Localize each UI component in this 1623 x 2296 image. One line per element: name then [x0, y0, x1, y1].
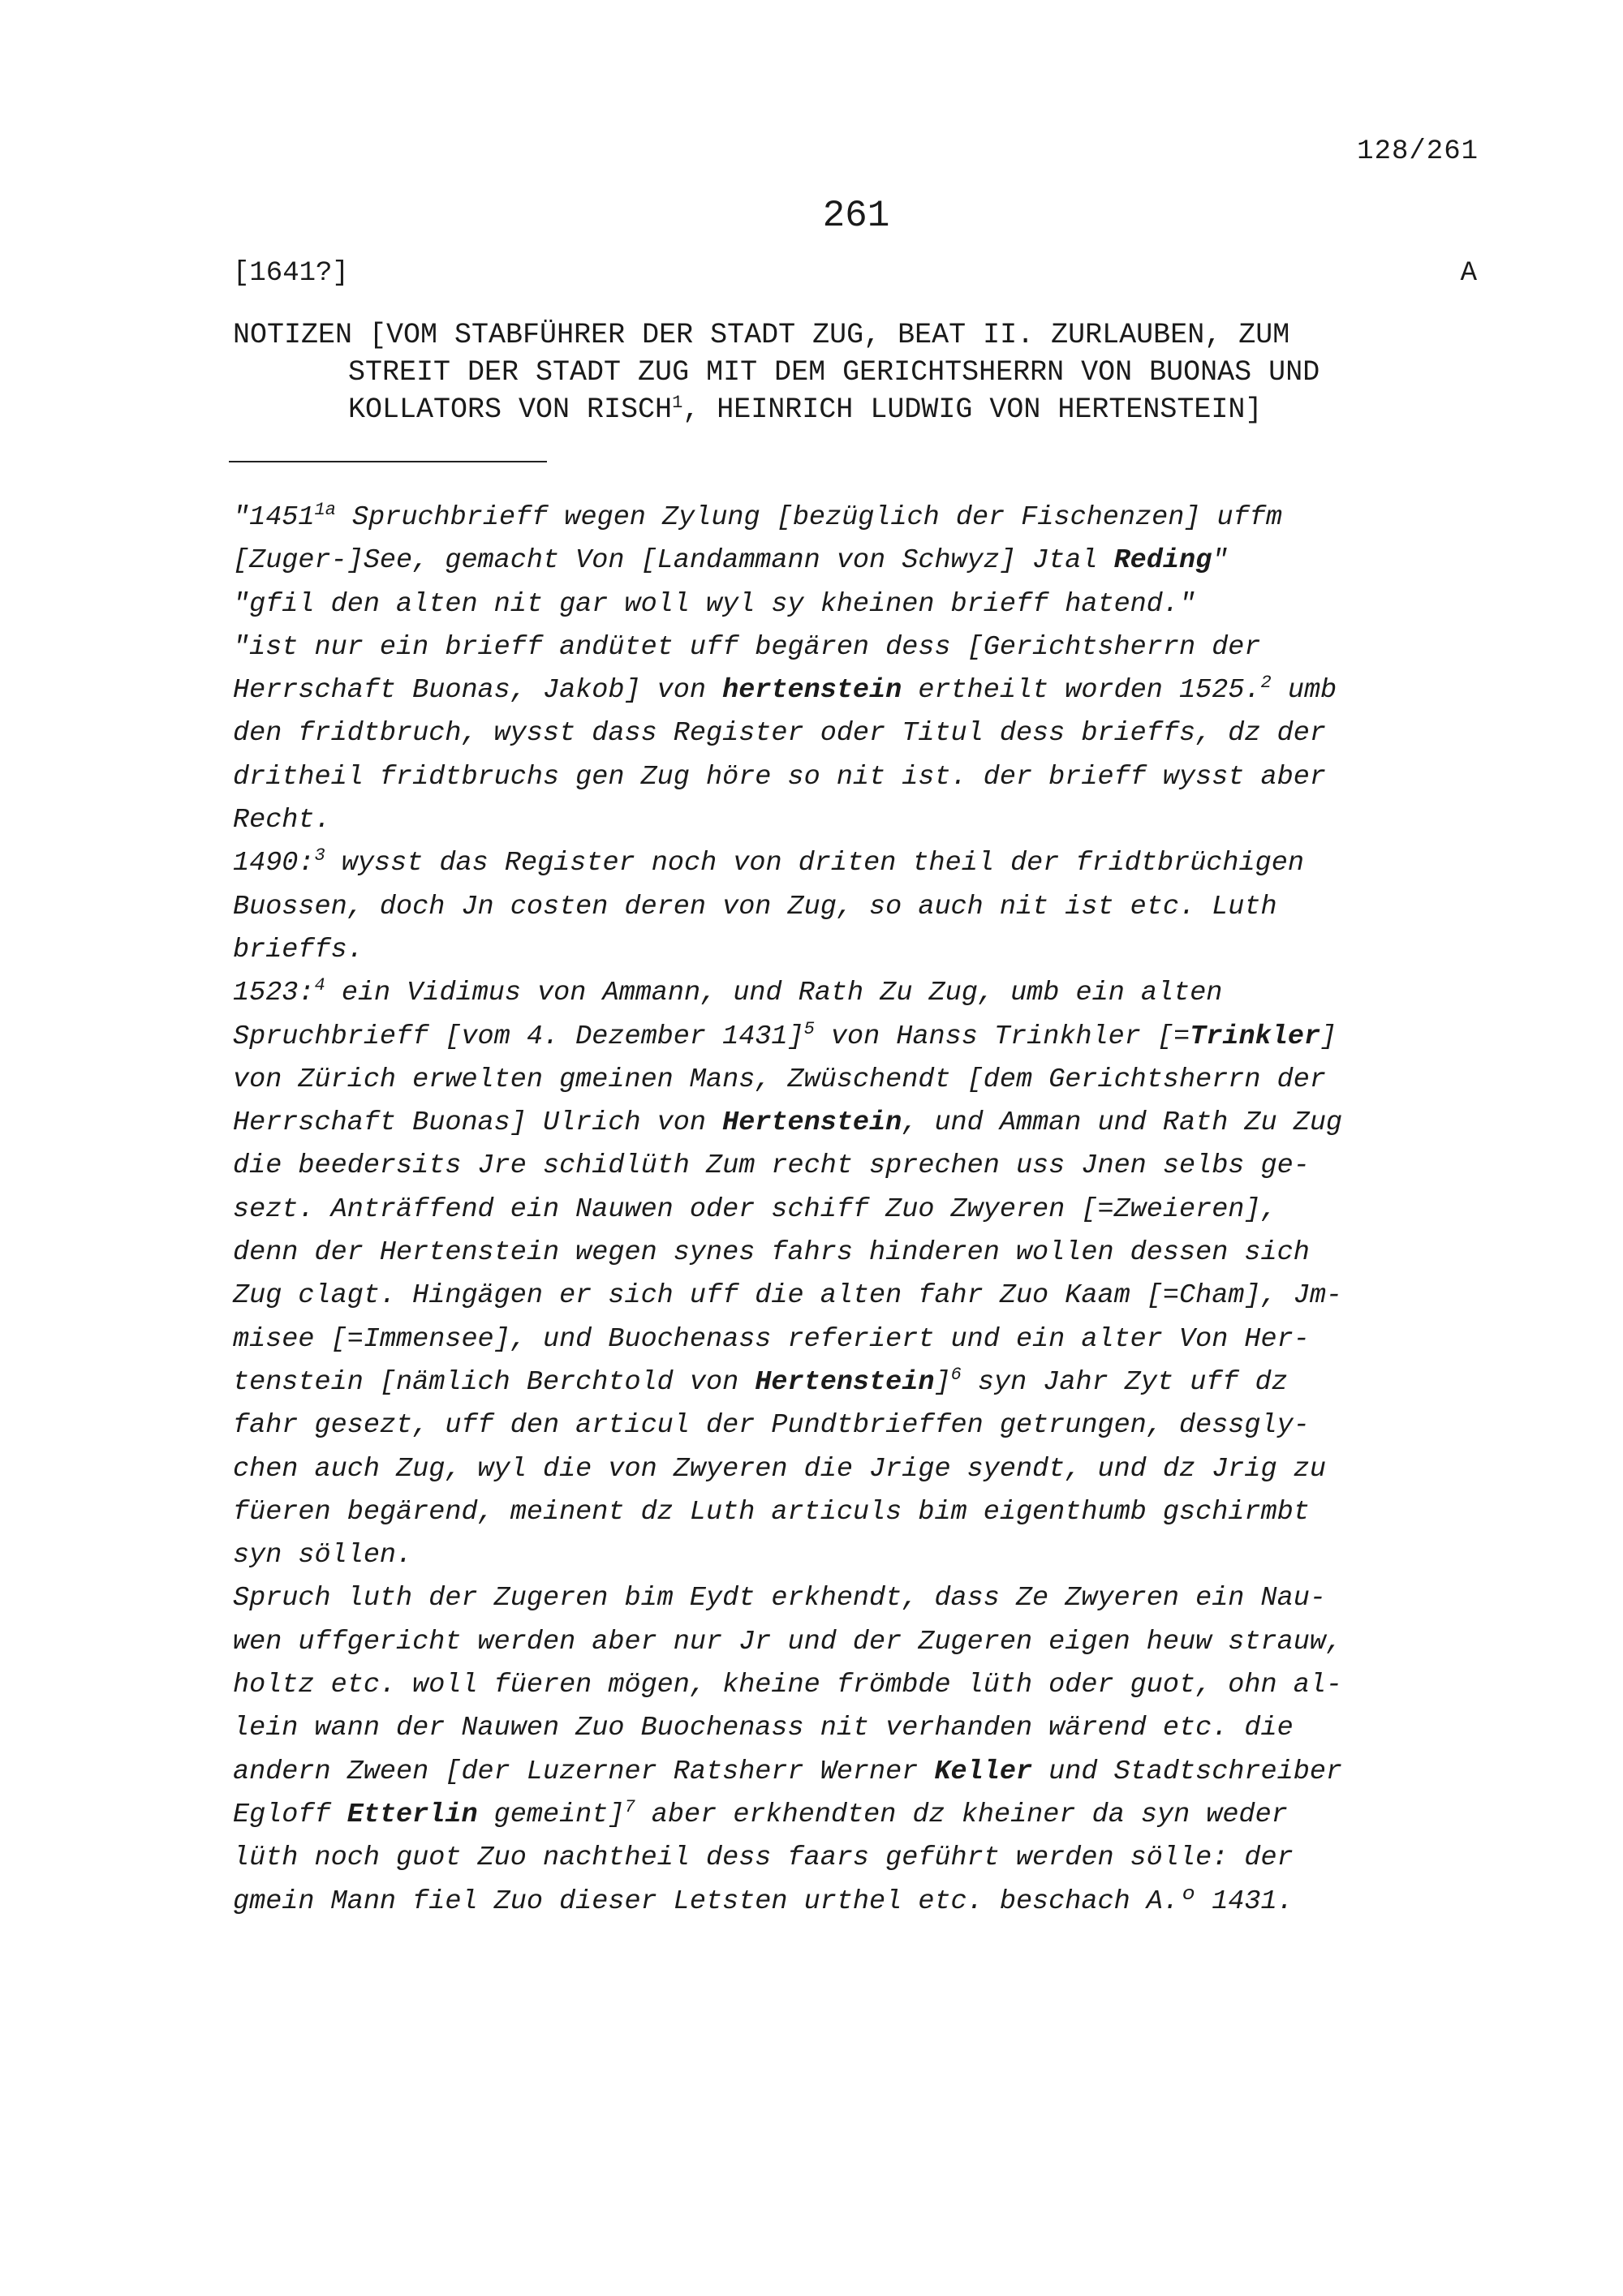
title-text: KOLLATORS VON RISCH: [348, 393, 673, 426]
footnote-ref[interactable]: 4: [314, 975, 325, 996]
footnote-ref[interactable]: 6: [950, 1364, 962, 1385]
footnote-ref[interactable]: 1a: [314, 500, 336, 520]
text-line: den fridtbruch, wysst dass Register oder Titul dess brieffs, dz der: [233, 718, 1326, 750]
text-line: Spruchbrieff [vom 4. Dezember 1431]$^5$ von Hanss Trinkhler [=Trinkler]: [233, 1018, 1337, 1052]
text-line: sezt. Anträffend ein Nauwen oder schiff Zuo Zwyeren [=Zweieren],: [233, 1193, 1277, 1225]
text-line: wen uffgericht werden aber nur Jr und der Zugeren eigen heuw strauw,: [233, 1626, 1343, 1658]
title-line-1: NOTIZEN [VOM STABFÜHRER DER STADT ZUG, BEAT II. ZURLAUBEN, ZUM: [233, 319, 1290, 351]
footnote-ref[interactable]: 3: [314, 845, 325, 866]
document-number: 261: [822, 195, 890, 237]
title-divider: [229, 461, 547, 462]
title-line-3: [233, 391, 1491, 428]
text-line: die beedersits Jre schidlüth Zum recht sprechen uss Jnen selbs ge-: [233, 1150, 1310, 1182]
name-highlight: hertenstein: [722, 675, 902, 707]
page-counter: 128/261: [1357, 136, 1479, 167]
text-line: lein wann der Nauwen Zuo Buochenass nit verhanden wärend etc. die: [233, 1713, 1294, 1744]
footnote-ref[interactable]: 5: [803, 1018, 815, 1039]
text-line: 1523:$^4$ ein Vidimus von Ammann, und Rath Zu Zug, umb ein alten: [233, 975, 1223, 1009]
text-line: Zug clagt. Hingägen er sich uff die alten fahr Zuo Kaam [=Cham], Jm-: [233, 1280, 1343, 1312]
text-line: gmein Mann fiel Zuo dieser Letsten urthel etc. beschach A.º 1431.: [233, 1885, 1294, 1917]
name-highlight: Keller: [934, 1756, 1033, 1787]
text-line: füeren begärend, meinent dz Luth articuls bim eigenthumb gschirmbt: [233, 1496, 1310, 1528]
text-line: Herrschaft Buonas, Jakob] von hertenstein ertheilt worden 1525.$^2$ umb: [233, 673, 1337, 707]
text-line: denn der Hertenstein wegen synes fahrs hinderen wollen dessen sich: [233, 1237, 1310, 1269]
text-line: dritheil fridtbruchs gen Zug höre so nit ist. der brieff wysst aber: [233, 761, 1326, 793]
text-line: Herrschaft Buonas] Ulrich von Hertenstein, und Amman und Rath Zu Zug: [233, 1107, 1343, 1139]
text-line: misee [=Immensee], und Buochenass referiert und ein alter Von Her-: [233, 1323, 1310, 1355]
transcription-body: [233, 497, 1499, 1924]
text-line: Buossen, doch Jn costen deren von Zug, so auch nit ist etc. Luth: [233, 891, 1277, 922]
document-date: [1641?]: [233, 258, 349, 289]
text-line: lüth noch guot Zuo nachtheil dess faars geführt werden sölle: der: [233, 1842, 1294, 1874]
text-line: holtz etc. woll füeren mögen, kheine frömbde lüth oder guot, ohn al-: [233, 1670, 1343, 1701]
text-line: Spruch luth der Zugeren bim Eydt erkhendt, dass Ze Zwyeren ein Nau-: [233, 1583, 1326, 1615]
text-line: andern Zween [der Luzerner Ratsherr Werner Keller und Stadtschreiber: [233, 1756, 1343, 1787]
text-line: "gfil den alten nit gar woll wyl sy kheinen brieff hatend.": [233, 588, 1196, 620]
text-line: Recht.: [233, 805, 331, 836]
text-line: chen auch Zug, wyl die von Zwyeren die Jrige syendt, und dz Jrig zu: [233, 1453, 1326, 1485]
document-title: [233, 316, 1491, 428]
title-text: , HEINRICH LUDWIG VON HERTENSTEIN]: [682, 393, 1263, 426]
footnote-ref[interactable]: 7: [624, 1796, 635, 1817]
text-line: tenstein [nämlich Berchtold von Hertenstein]$^6$ syn Jahr Zyt uff dz: [233, 1364, 1288, 1398]
name-highlight: Trinkler: [1190, 1021, 1321, 1052]
name-highlight: Hertenstein: [755, 1366, 935, 1398]
name-highlight: Etterlin: [347, 1799, 478, 1830]
name-highlight: Reding: [1113, 545, 1212, 577]
text-line: von Zürich erwelten gmeinen Mans, Zwüschendt [dem Gerichtsherrn der: [233, 1064, 1326, 1095]
text-line: [Zuger-]See, gemacht Von [Landammann von Schwyz] Jtal Reding": [233, 545, 1229, 577]
text-line: "$1451^{1a}$ Spruchbrieff wegen Zylung [bezüglich der Fischenzen] uffm: [233, 500, 1282, 533]
text-line: fahr gesezt, uff den articul der Pundtbrieffen getrungen, dessgly-: [233, 1410, 1310, 1442]
text-line: Egloff Etterlin gemeint]$^7$ aber erkhendten dz kheiner da syn weder: [233, 1796, 1288, 1830]
name-highlight: Hertenstein: [722, 1107, 902, 1139]
footnote-ref[interactable]: 1: [672, 393, 683, 413]
text-line: "ist nur ein brieff andütet uff begären dess [Gerichtsherrn der: [233, 631, 1261, 663]
document-letter: A: [1460, 258, 1477, 289]
title-line-2: STREIT DER STADT ZUG MIT DEM GERICHTSHERRN VON BUONAS UND: [348, 356, 1320, 389]
text-line: brieffs.: [233, 934, 364, 965]
text-line: 1490:$^3$ wysst das Register noch von driten theil der fridtbrüchigen: [233, 845, 1304, 879]
text-line: syn söllen.: [233, 1540, 413, 1572]
footnote-ref[interactable]: 2: [1260, 673, 1272, 694]
